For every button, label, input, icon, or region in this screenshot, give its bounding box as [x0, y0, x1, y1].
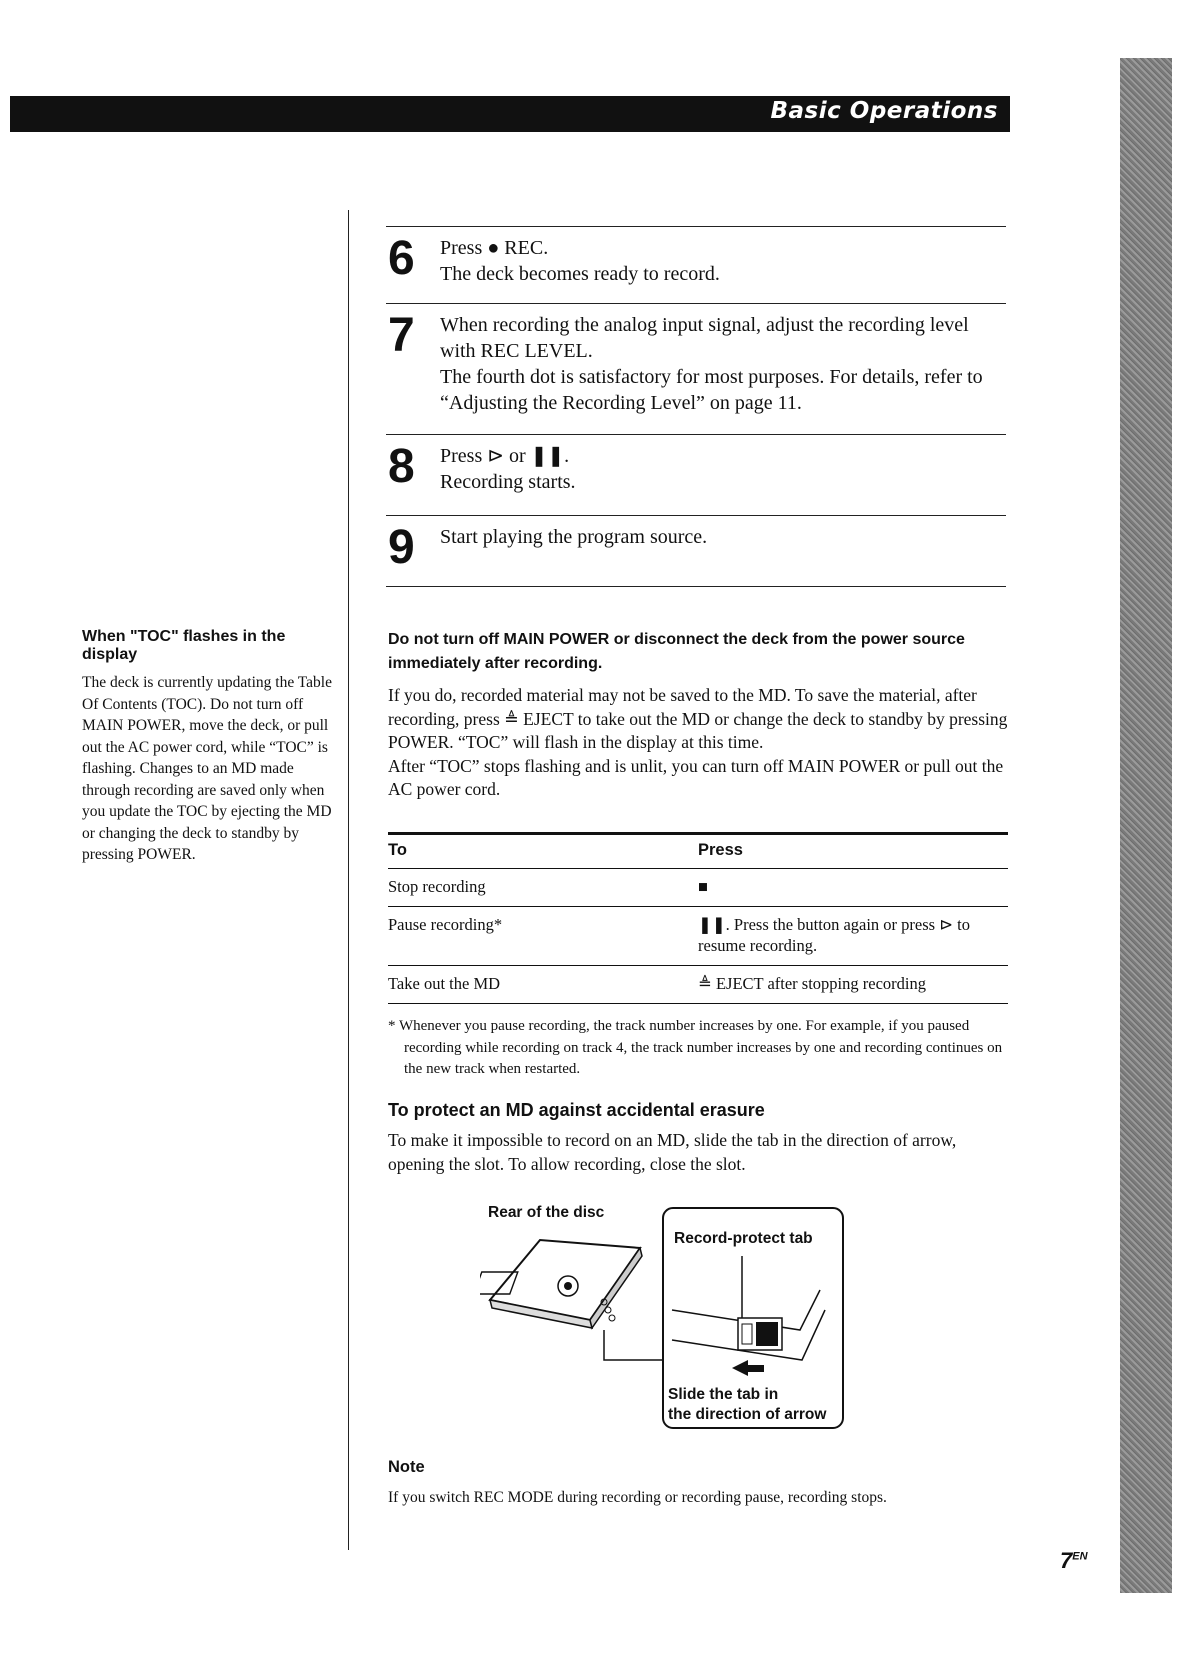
- step-line: Start playing the program source.: [440, 526, 708, 548]
- page-number: [1060, 1548, 1088, 1574]
- footnote: * Whenever you pause recording, the track number increases by one. For example, if you paused recording while recording on track 4, the track number increases by one and recording continues on the new track when restarted.: [388, 1018, 1003, 1077]
- table-row: [388, 869, 1008, 907]
- table-cell: Take out the MD: [388, 966, 698, 1004]
- column-divider: [348, 210, 349, 1550]
- protect-section: [388, 1100, 1008, 1176]
- step-line: Press ● REC.: [440, 237, 549, 259]
- protect-title: To protect an MD against accidental erasure: [388, 1100, 765, 1120]
- operations-table: [388, 832, 1008, 1004]
- step-number: 6: [388, 232, 415, 285]
- step-number: 9: [388, 521, 415, 574]
- table-row: [388, 907, 1008, 966]
- edge-strip: [1120, 58, 1172, 1593]
- table-cell: ≜ EJECT after stopping recording: [698, 966, 1008, 1004]
- table-cell: ❚❚. Press the button again or press ⊳ to resume recording.: [698, 907, 1008, 966]
- table-header-press: Press: [698, 834, 1008, 869]
- step-number: 8: [388, 440, 415, 493]
- note-section: [388, 1458, 1008, 1509]
- step-line: When recording the analog input signal, adjust the recording level with REC LEVEL.: [440, 314, 969, 362]
- table-cell: Stop recording: [388, 869, 698, 907]
- header-bar: [10, 96, 1010, 132]
- operations-table-wrap: [388, 832, 1008, 1004]
- protect-text: To make it impossible to record on an MD, slide the tab in the direction of arrow, opening the slot. To allow recording, close the slot.: [388, 1130, 957, 1174]
- table-cell: ■: [698, 869, 1008, 907]
- step-number: 7: [388, 309, 415, 362]
- record-protect-tab-label: Record-protect tab: [674, 1230, 813, 1247]
- page-number-value: 7: [1060, 1548, 1073, 1573]
- page-number-suffix: EN: [1072, 1550, 1088, 1563]
- step-9: [386, 515, 1006, 586]
- table-row: [388, 966, 1008, 1004]
- sidebar-text: The deck is currently updating the Table Of Contents (TOC). Do not turn off MAIN POWER, move the deck, or pull out the AC power cord, while “TOC” is flashing. Changes to an MD made through recording are saved only when you update the TOC by ejecting the MD or changing the deck to standby by pressing POWER.: [82, 674, 332, 863]
- step-6: [386, 226, 1006, 303]
- step-8: [386, 434, 1006, 515]
- disc-figure: [480, 1200, 860, 1430]
- step-line: Press ⊳ or ❚❚.: [440, 445, 570, 467]
- steps-list: [386, 226, 1006, 587]
- slide-instruction-line-2: the direction of arrow: [668, 1406, 827, 1423]
- warning-para-1: If you do, recorded material may not be saved to the MD. To save the material, after recording, press ≜ EJECT to take out the MD or change the deck to standby by pressing POWER. “TOC” will flash in the display at this time.: [388, 685, 1008, 752]
- step-line: Recording starts.: [440, 471, 576, 493]
- table-header-to: To: [388, 834, 698, 869]
- warning-para-2: After “TOC” stops flashing and is unlit, you can turn off MAIN POWER or pull out the AC power cord.: [388, 755, 1004, 799]
- step-line: The deck becomes ready to record.: [440, 263, 720, 285]
- rear-of-disc-label: Rear of the disc: [488, 1204, 605, 1221]
- sidebar-tip: [82, 628, 332, 866]
- step-line: The fourth dot is satisfactory for most purposes. For details, refer to “Adjusting the Recording Level” on page 11.: [440, 366, 983, 414]
- sidebar-title: When "TOC" flashes in the display: [82, 628, 286, 663]
- step-7: [386, 303, 1006, 434]
- steps-end-rule: [386, 586, 1006, 587]
- note-text: If you switch REC MODE during recording or recording pause, recording stops.: [388, 1489, 887, 1506]
- warning-title: Do not turn off MAIN POWER or disconnect the deck from the power source immediately after recording.: [388, 631, 965, 672]
- slide-instruction-line-1: Slide the tab in: [668, 1386, 779, 1403]
- warning-block: [388, 628, 1008, 802]
- footnote-block: [388, 1016, 1008, 1081]
- note-title: Note: [388, 1458, 425, 1476]
- table-cell: Pause recording*: [388, 907, 698, 966]
- page-title: Basic Operations: [770, 98, 998, 124]
